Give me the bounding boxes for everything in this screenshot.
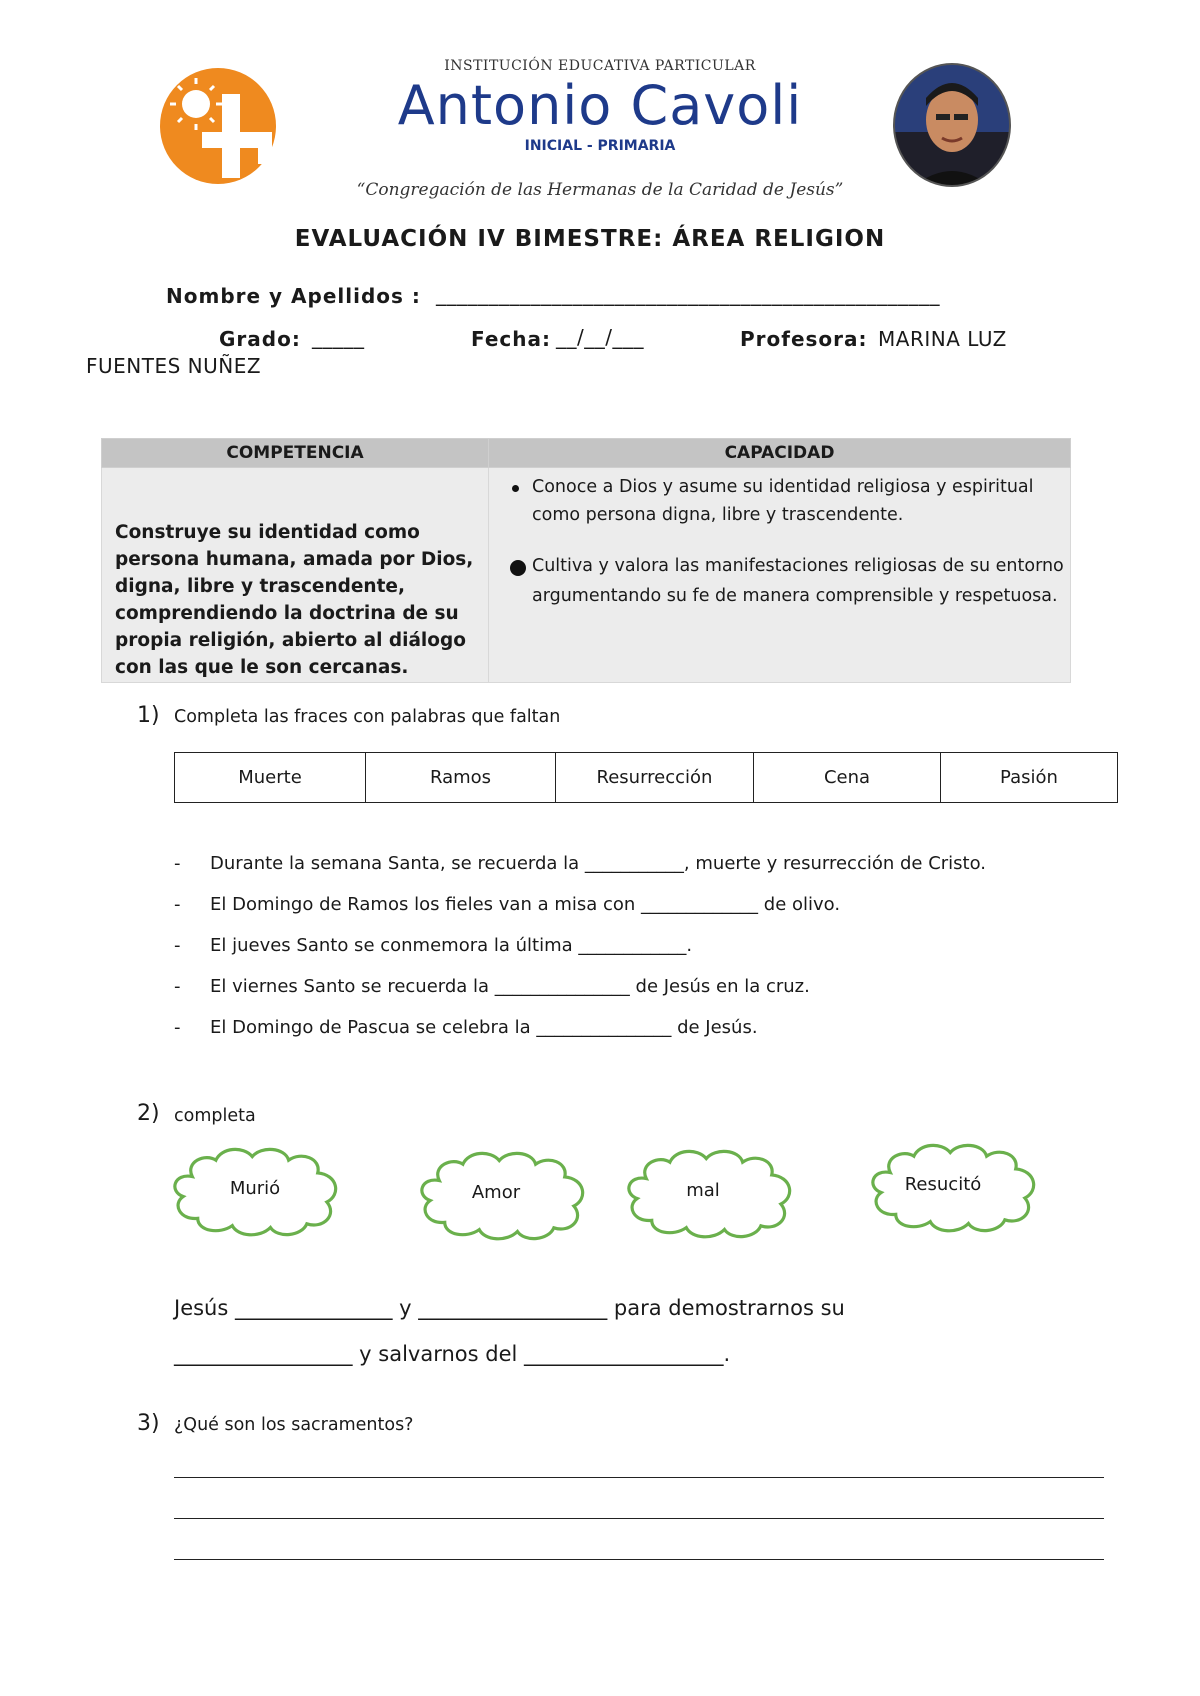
cloud-label: mal <box>686 1180 720 1201</box>
teacher-name-line2: FUENTES NUÑEZ <box>86 354 262 378</box>
institution-name: Antonio Cavoli <box>397 74 803 137</box>
sentence-text[interactable]: El Domingo de Pascua se celebra la _______________ de Jesús. <box>210 1017 758 1038</box>
sentence-text[interactable]: El jueves Santo se conmemora la última ____________. <box>210 935 693 956</box>
institution-type: INSTITUCIÓN EDUCATIVA PARTICULAR <box>444 58 756 74</box>
cloud-label: Resucitó <box>904 1174 982 1195</box>
capacidad-item <box>490 473 1069 529</box>
institution-motto: “Congregación de las Hermanas de la Caridad de Jesús” <box>356 180 844 200</box>
competencia-text: Construye su identidad como persona humana, amada por Dios, digna, libre y trascendente, comprendiendo la doctrina de su propia religión, abierto al diálogo con las que le son cercanas. <box>115 522 474 678</box>
fill-sentence-line-1[interactable]: Jesús _______________ y __________________ para demostrarnos su <box>174 1296 845 1320</box>
question-1-prompt: Completa las fraces con palabras que faltan <box>174 707 561 727</box>
cloud-label: Murió <box>229 1178 281 1199</box>
capacidad-cell <box>489 468 1071 683</box>
date-field[interactable]: __/__/___ <box>556 325 644 349</box>
question-2-prompt: completa <box>174 1106 256 1126</box>
institution-level: INICIAL - PRIMARIA <box>524 138 676 154</box>
cloud-word <box>610 1144 808 1244</box>
word-bank-item: Pasión <box>941 753 1118 803</box>
competencia-header: COMPETENCIA <box>102 439 489 468</box>
question-3-number: 3) <box>137 1411 160 1436</box>
word-bank-table <box>174 752 1118 803</box>
answer-line[interactable] <box>174 1558 1104 1560</box>
list-dash: - <box>174 853 181 874</box>
list-dash: - <box>174 935 181 956</box>
competency-table <box>101 438 1071 683</box>
list-dash: - <box>174 976 181 997</box>
word-bank-item: Ramos <box>366 753 556 803</box>
capacidad-text: Cultiva y valora las manifestaciones religiosas de su entorno argumentando su fe de manera comprensible y respetuosa. <box>532 556 1064 606</box>
competencia-cell <box>102 468 489 683</box>
name-label: Nombre y Apellidos : <box>166 284 421 308</box>
grade-field[interactable]: _____ <box>312 325 365 349</box>
list-dash: - <box>174 1017 181 1038</box>
capacidad-text: Conoce a Dios y asume su identidad religiosa y espiritual como persona digna, libre y trascendente. <box>532 477 1034 525</box>
capacidad-item <box>490 551 1069 611</box>
word-bank-item: Muerte <box>175 753 366 803</box>
teacher-label: Profesora: <box>740 327 868 351</box>
cloud-label: Amor <box>471 1182 521 1203</box>
school-logo-icon <box>158 64 278 188</box>
bullet-icon <box>512 485 519 492</box>
word-bank-item: Resurrección <box>556 753 754 803</box>
founder-portrait-icon <box>892 62 1012 188</box>
answer-line[interactable] <box>174 1476 1104 1478</box>
exam-title: EVALUACIÓN IV BIMESTRE: ÁREA RELIGION <box>294 226 886 252</box>
cloud-word <box>403 1146 601 1246</box>
answer-line[interactable] <box>174 1517 1104 1519</box>
name-field[interactable]: ________________________________________________ <box>436 282 940 306</box>
question-1-number: 1) <box>137 703 160 728</box>
sentence-text[interactable]: El viernes Santo se recuerda la _______________ de Jesús en la cruz. <box>210 976 810 997</box>
sentence-text[interactable]: Durante la semana Santa, se recuerda la ___________, muerte y resurrección de Cristo. <box>210 853 987 874</box>
sentence-text[interactable]: El Domingo de Ramos los fieles van a misa con _____________ de olivo. <box>210 894 841 915</box>
teacher-name-line1: MARINA LUZ <box>878 327 1007 351</box>
fill-sentence-line-2[interactable]: _________________ y salvarnos del ___________________. <box>174 1342 731 1366</box>
capacidad-header: CAPACIDAD <box>489 439 1071 468</box>
date-label: Fecha: <box>471 327 552 351</box>
question-2-number: 2) <box>137 1101 160 1126</box>
bullet-icon <box>510 560 526 576</box>
grade-label: Grado: <box>219 327 301 351</box>
list-dash: - <box>174 894 181 915</box>
cloud-word <box>854 1138 1052 1238</box>
word-bank-item: Cena <box>754 753 941 803</box>
cloud-word <box>156 1142 354 1242</box>
capacidad-list <box>490 473 1069 611</box>
question-3-prompt: ¿Qué son los sacramentos? <box>174 1415 414 1435</box>
